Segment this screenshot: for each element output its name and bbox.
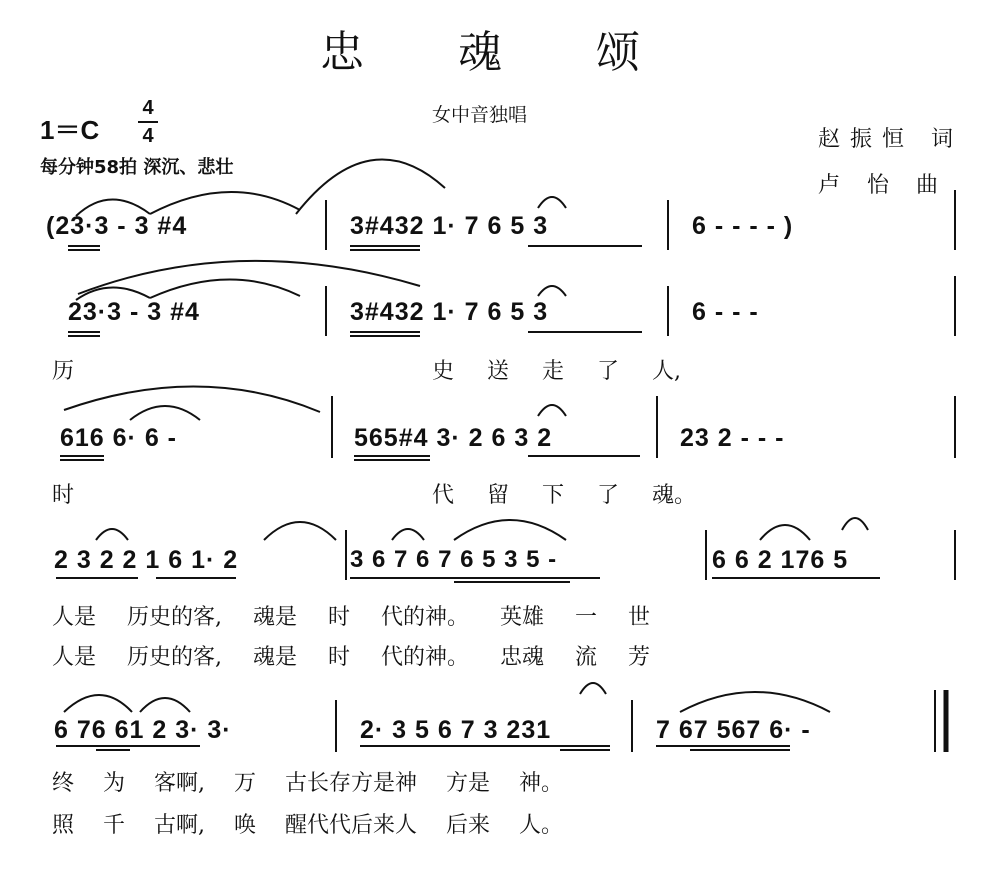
slur — [296, 159, 445, 214]
song-title: 忠 魂 颂 — [320, 27, 680, 78]
lyric-5-verse-2: 照 千 古啊, 唤 醒代代后来人 后来 人。 — [52, 813, 563, 838]
lyric-3-2: 代 留 下 了 魂。 — [432, 483, 696, 508]
measure-5-2: 2· 3 5 6 7 3 231 — [360, 716, 552, 744]
slur — [264, 522, 336, 540]
key-signature: 1＝C — [40, 115, 100, 145]
lyricist-credit: 赵振恒 词 — [818, 127, 963, 152]
time-signature — [136, 96, 160, 148]
lyric-2-2: 史 送 走 了 人, — [432, 359, 681, 384]
slur — [150, 192, 300, 214]
lyric-4-verse-1: 人是 历史的客, 魂是 时 代的神。 英雄 一 世 — [52, 605, 650, 630]
time-signature-top: 4 — [142, 97, 154, 119]
measure-1-2: 3#432 1· 7 6 5 3 — [350, 212, 549, 240]
slur — [760, 525, 810, 540]
measure-3-2: 565#4 3· 2 6 3 2 — [354, 424, 553, 452]
lyric-3-1: 时 — [52, 483, 75, 508]
measure-2-1: 23·3 - 3 #4 — [68, 298, 200, 326]
slur — [64, 695, 132, 712]
measure-3-3: 23 2 - - - — [680, 424, 785, 452]
slur — [842, 518, 868, 530]
measure-5-1: 6 76 61 2 3· 3· — [54, 716, 232, 744]
measure-4-2: 3 6 7 6 7 6 5 3 5 - — [350, 546, 558, 573]
tempo-marking: 每分钟58拍 深沉、悲壮 — [40, 157, 234, 178]
slur — [538, 197, 566, 208]
measure-5-3: 7 67 567 6· - — [656, 716, 811, 744]
slur — [140, 698, 190, 712]
subtitle: 女中音独唱 — [432, 104, 528, 126]
measure-1-3: 6 - - - - ) — [692, 212, 794, 240]
measure-2-3: 6 - - - — [692, 298, 759, 326]
lyric-4-verse-2: 人是 历史的客, 魂是 时 代的神。 忠魂 流 芳 — [52, 645, 650, 670]
slur — [580, 683, 606, 694]
composer-credit: 卢 怡 曲 — [818, 173, 948, 198]
measure-1-1: (23·3 - 3 #4 — [46, 212, 188, 240]
slur — [78, 261, 420, 294]
slur — [538, 286, 566, 296]
lyric-2-1: 历 — [52, 359, 75, 384]
slur — [130, 406, 200, 420]
measure-2-2: 3#432 1· 7 6 5 3 — [350, 298, 549, 326]
slur — [150, 279, 300, 298]
slur — [96, 529, 128, 540]
slur — [454, 520, 566, 540]
time-signature-line — [138, 121, 158, 123]
slur — [392, 529, 424, 540]
measure-4-3: 6 6 2 176 5 — [712, 546, 849, 574]
slur — [680, 692, 830, 712]
measure-3-1: 616 6· 6 - — [60, 424, 178, 452]
slur — [538, 405, 566, 416]
measure-4-1: 2 3 2 2 1 6 1· 2 — [54, 546, 239, 574]
time-signature-bottom: 4 — [142, 125, 154, 147]
slur — [64, 386, 320, 412]
lyric-5-verse-1: 终 为 客啊, 万 古长存方是神 方是 神。 — [52, 771, 563, 796]
